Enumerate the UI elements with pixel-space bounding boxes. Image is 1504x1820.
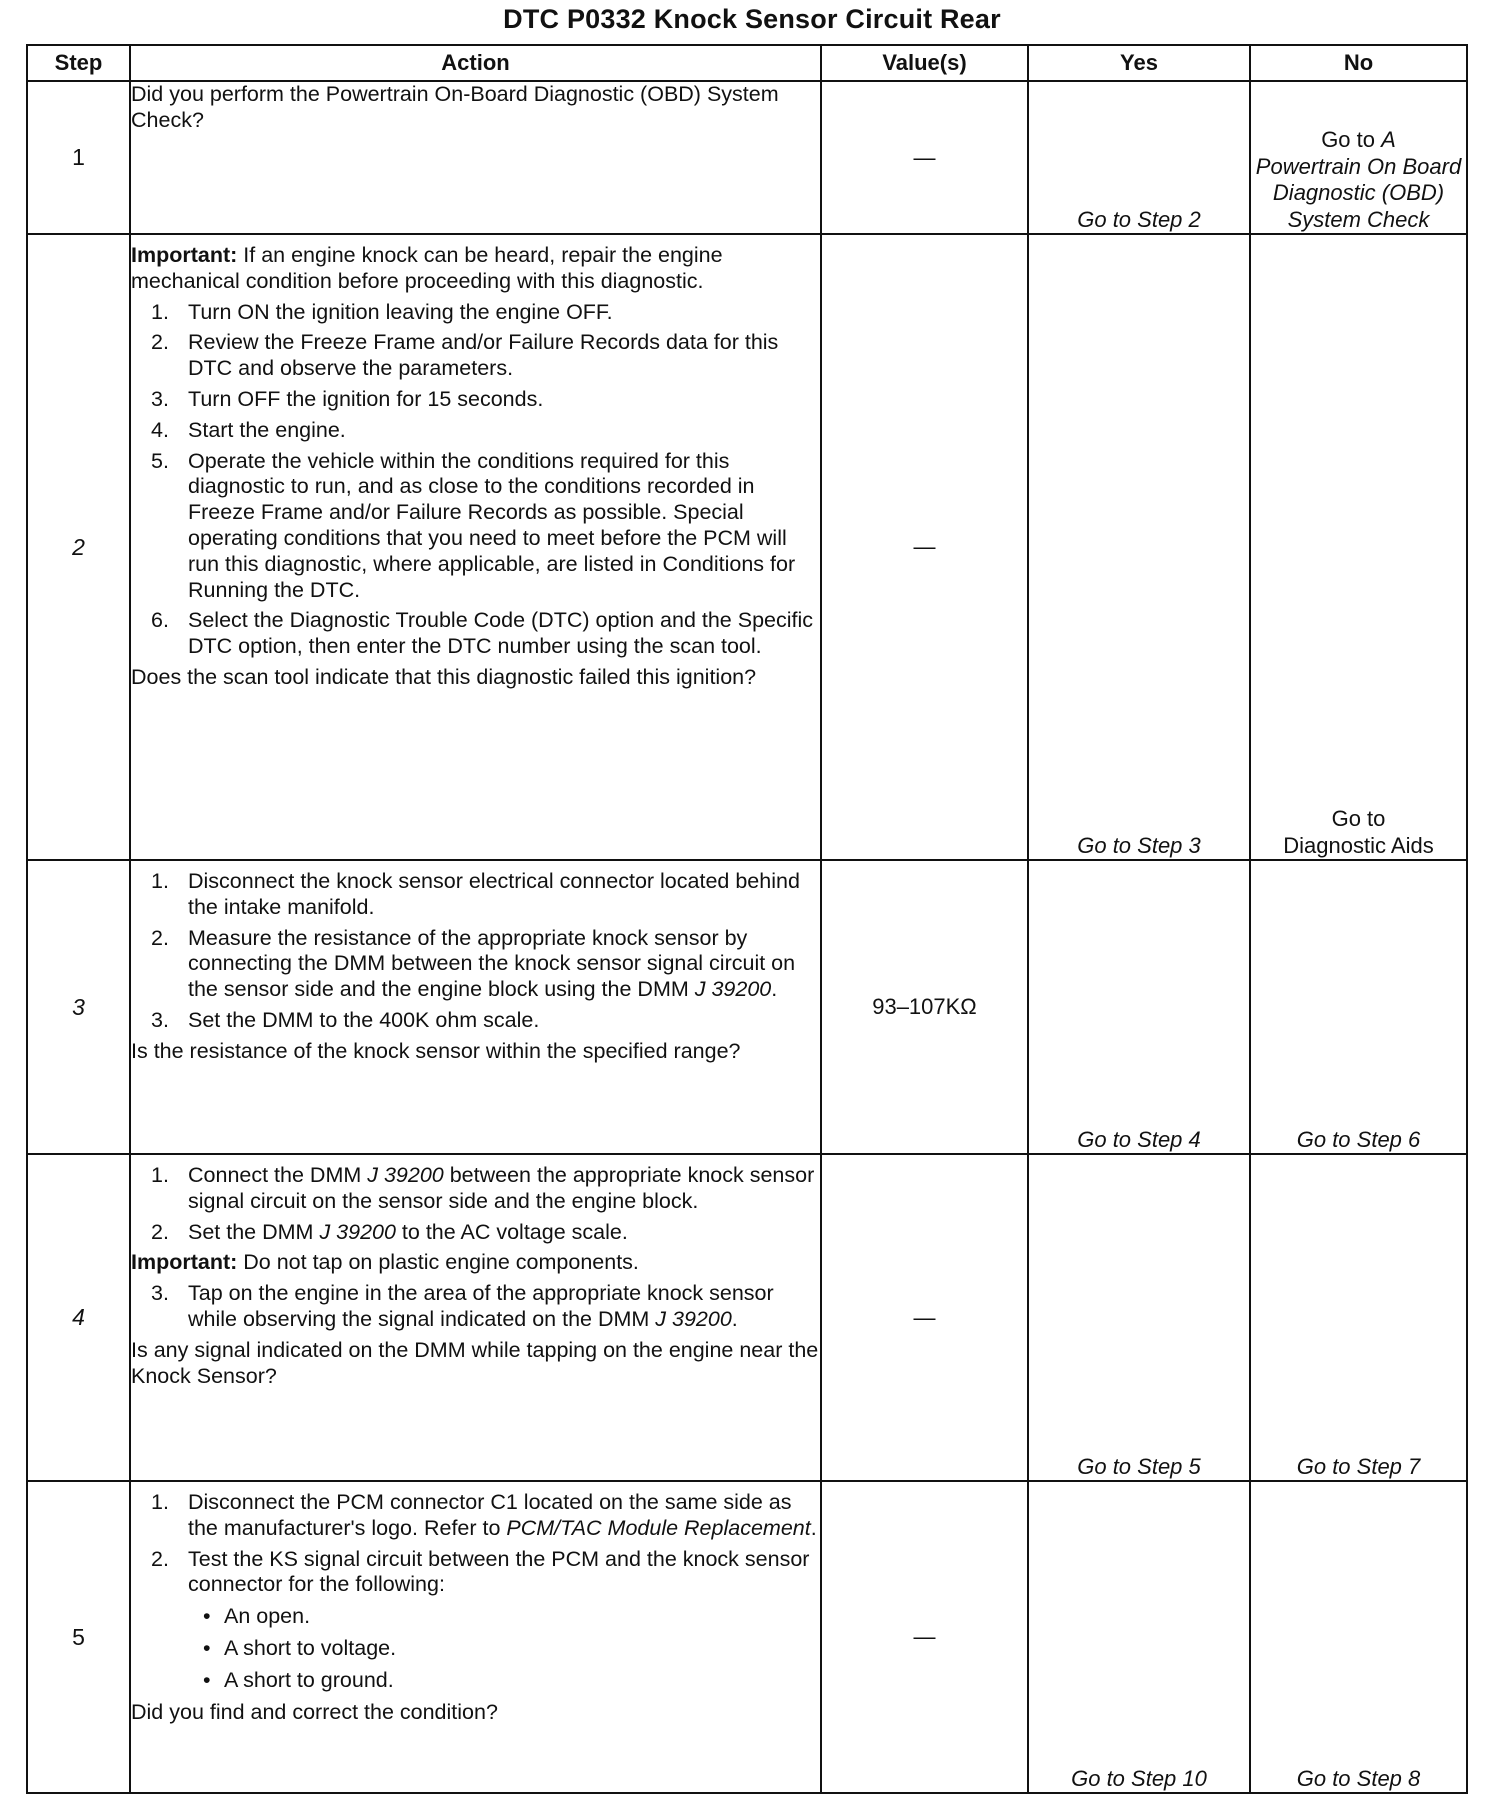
item-text: Turn OFF the ignition for 15 seconds. [188,386,544,411]
instruction-list [131,1490,820,1598]
item-number: 2. [151,330,169,355]
item-number: 2. [151,925,169,950]
list-item [131,869,820,921]
no-cell: Go to Step 7 [1250,1154,1467,1481]
action-question: Does the scan tool indicate that this diagnostic failed this ignition? [131,664,757,689]
item-text: Review the Freeze Frame and/or Failure Records data for this DTC and observe the parameters. [188,330,779,381]
item-number: 3. [151,1281,169,1306]
important-label: Important: [131,1250,238,1275]
bullet-text: An open. [224,1604,311,1629]
value-cell: — [821,234,1028,860]
table-header-row [27,45,1467,81]
table-row-step-1 [27,81,1467,234]
tool-number: J 39200 [367,1163,444,1187]
no-cell [1250,81,1467,234]
item-text-after: between the appropriate knock sensor signal circuit on the sensor side and the engine block. [188,1163,815,1213]
list-item [131,300,820,326]
action-cell [130,1154,821,1481]
bullet-icon: • [203,1635,211,1660]
header-yes: Yes [1028,45,1250,81]
item-text: Test the KS signal circuit between the PCM and the knock sensor connector for the following: [188,1546,810,1597]
item-text: Operate the vehicle within the conditions required for this diagnostic to run, and as close to the conditions recorded in Freeze Frame and/or Failure Records as possible. Special operating conditions that you need to meet before the PCM will run this diagnostic, where applicable, are listed in Conditions for Running the DTC. [188,448,796,602]
item-text-after: . [731,1306,738,1331]
important-text: If an engine knock can be heard, repair the engine mechanical condition before proceeding with this diagnostic. [131,243,723,293]
list-item [131,1163,820,1215]
important-label: Important: [131,243,238,267]
list-item [131,387,820,413]
no-goto-target: Diagnostic Aids [1283,832,1434,858]
no-goto-text: Go to [1321,127,1382,153]
value-cell: — [821,1481,1028,1793]
item-text: Tap on the engine in the area of the appropriate knock sensor while observing the signal indicated on the DMM [188,1281,774,1331]
instruction-list [131,1281,820,1333]
table-row-step-4 [27,1154,1467,1481]
list-item [131,418,820,444]
item-number: 2. [151,1546,169,1571]
header-no: No [1250,45,1467,81]
step-number: 2 [27,234,130,860]
item-text-after: . [771,977,778,1002]
action-question: Is the resistance of the knock sensor within the specified range? [131,1038,741,1063]
list-item [131,1008,820,1034]
yes-cell: Go to Step 3 [1028,234,1250,860]
item-number: 4. [151,417,169,442]
item-text-after: to the AC voltage scale. [395,1219,628,1244]
header-values: Value(s) [821,45,1028,81]
yes-cell: Go to Step 2 [1028,81,1250,234]
no-cell: Go to Step 8 [1250,1481,1467,1793]
diagnostic-table [26,44,1468,1794]
instruction-list [131,300,820,660]
item-number: 2. [151,1219,169,1244]
no-goto-em: A [1381,127,1396,153]
tool-number: J 39200 [694,977,772,1002]
document-title: DTC P0332 Knock Sensor Circuit Rear [503,4,1001,34]
header-step: Step [27,45,130,81]
list-item [131,330,820,382]
list-item [131,449,820,604]
bullet-text: A short to ground. [224,1667,394,1692]
list-item [131,1547,820,1599]
yes-cell: Go to Step 5 [1028,1154,1250,1481]
item-text: Connect the DMM [188,1163,368,1187]
value-cell: — [821,1154,1028,1481]
item-number: 1. [151,1163,169,1187]
list-item [131,608,820,660]
item-number: 5. [151,448,169,473]
important-note [131,1250,820,1276]
bullet-text: A short to voltage. [224,1635,397,1660]
header-action: Action [130,45,821,81]
item-text: Measure the resistance of the appropriate knock sensor by connecting the DMM between the knock sensor signal circuit on the sensor side and the engine block using the DMM [188,925,796,1002]
tool-number: J 39200 [655,1306,732,1331]
item-text-after: . [810,1515,817,1540]
item-text: Select the Diagnostic Trouble Code (DTC) option and the Specific DTC option, then enter the DTC number using the scan tool. [188,608,814,659]
table-row-step-3 [27,860,1467,1154]
item-text: Disconnect the knock sensor electrical connector located behind the intake manifold. [188,869,800,919]
important-text: Do not tap on plastic engine components. [237,1250,639,1275]
item-number: 3. [151,386,169,411]
no-cell [1250,234,1467,860]
action-cell [130,81,821,234]
list-item [131,1220,820,1246]
instruction-list [131,1163,820,1245]
action-question: Did you find and correct the condition? [131,1699,498,1724]
list-item [131,1636,820,1662]
value-cell: 93–107KΩ [821,860,1028,1154]
item-number: 6. [151,608,169,633]
item-text: Set the DMM to the 400K ohm scale. [188,1007,540,1032]
step-number: 5 [27,1481,130,1793]
important-note [131,243,820,295]
yes-cell: Go to Step 4 [1028,860,1250,1154]
bullet-icon: • [203,1667,211,1692]
item-text: Disconnect the PCM connector C1 located on the same side as the manufacturer's logo. Refer to [188,1490,792,1540]
step-number: 1 [27,81,130,234]
action-cell [130,860,821,1154]
step-number: 4 [27,1154,130,1481]
yes-cell: Go to Step 10 [1028,1481,1250,1793]
table-row-step-2 [27,234,1467,860]
action-cell [130,1481,821,1793]
condition-list [131,1604,820,1693]
list-item [131,1490,820,1542]
item-number: 1. [151,1490,169,1514]
reference-link[interactable]: PCM/TAC Module Replacement [506,1515,811,1540]
item-number: 3. [151,1007,169,1032]
bullet-icon: • [203,1604,211,1629]
action-cell [130,234,821,860]
item-text: Start the engine. [188,417,346,442]
action-question: Did you perform the Powertrain On-Board Diagnostic (OBD) System Check? [131,82,779,132]
table-row-step-5 [27,1481,1467,1793]
list-item [131,926,820,1003]
list-item [131,1668,820,1694]
action-question: Is any signal indicated on the DMM while tapping on the engine near the Knock Sensor? [131,1337,819,1388]
list-item [131,1604,820,1630]
no-goto-target: Powertrain On Board Diagnostic (OBD) System Check [1255,153,1462,232]
list-item [131,1281,820,1333]
step-number: 3 [27,860,130,1154]
instruction-list [131,869,820,1034]
item-text: Turn ON the ignition leaving the engine OFF. [188,299,613,324]
value-cell: — [821,81,1028,234]
no-goto-text: Go to [1331,806,1386,832]
item-number: 1. [151,869,169,893]
item-number: 1. [151,299,169,324]
tool-number: J 39200 [319,1219,396,1244]
no-cell: Go to Step 6 [1250,860,1467,1154]
item-text: Set the DMM [188,1219,320,1244]
